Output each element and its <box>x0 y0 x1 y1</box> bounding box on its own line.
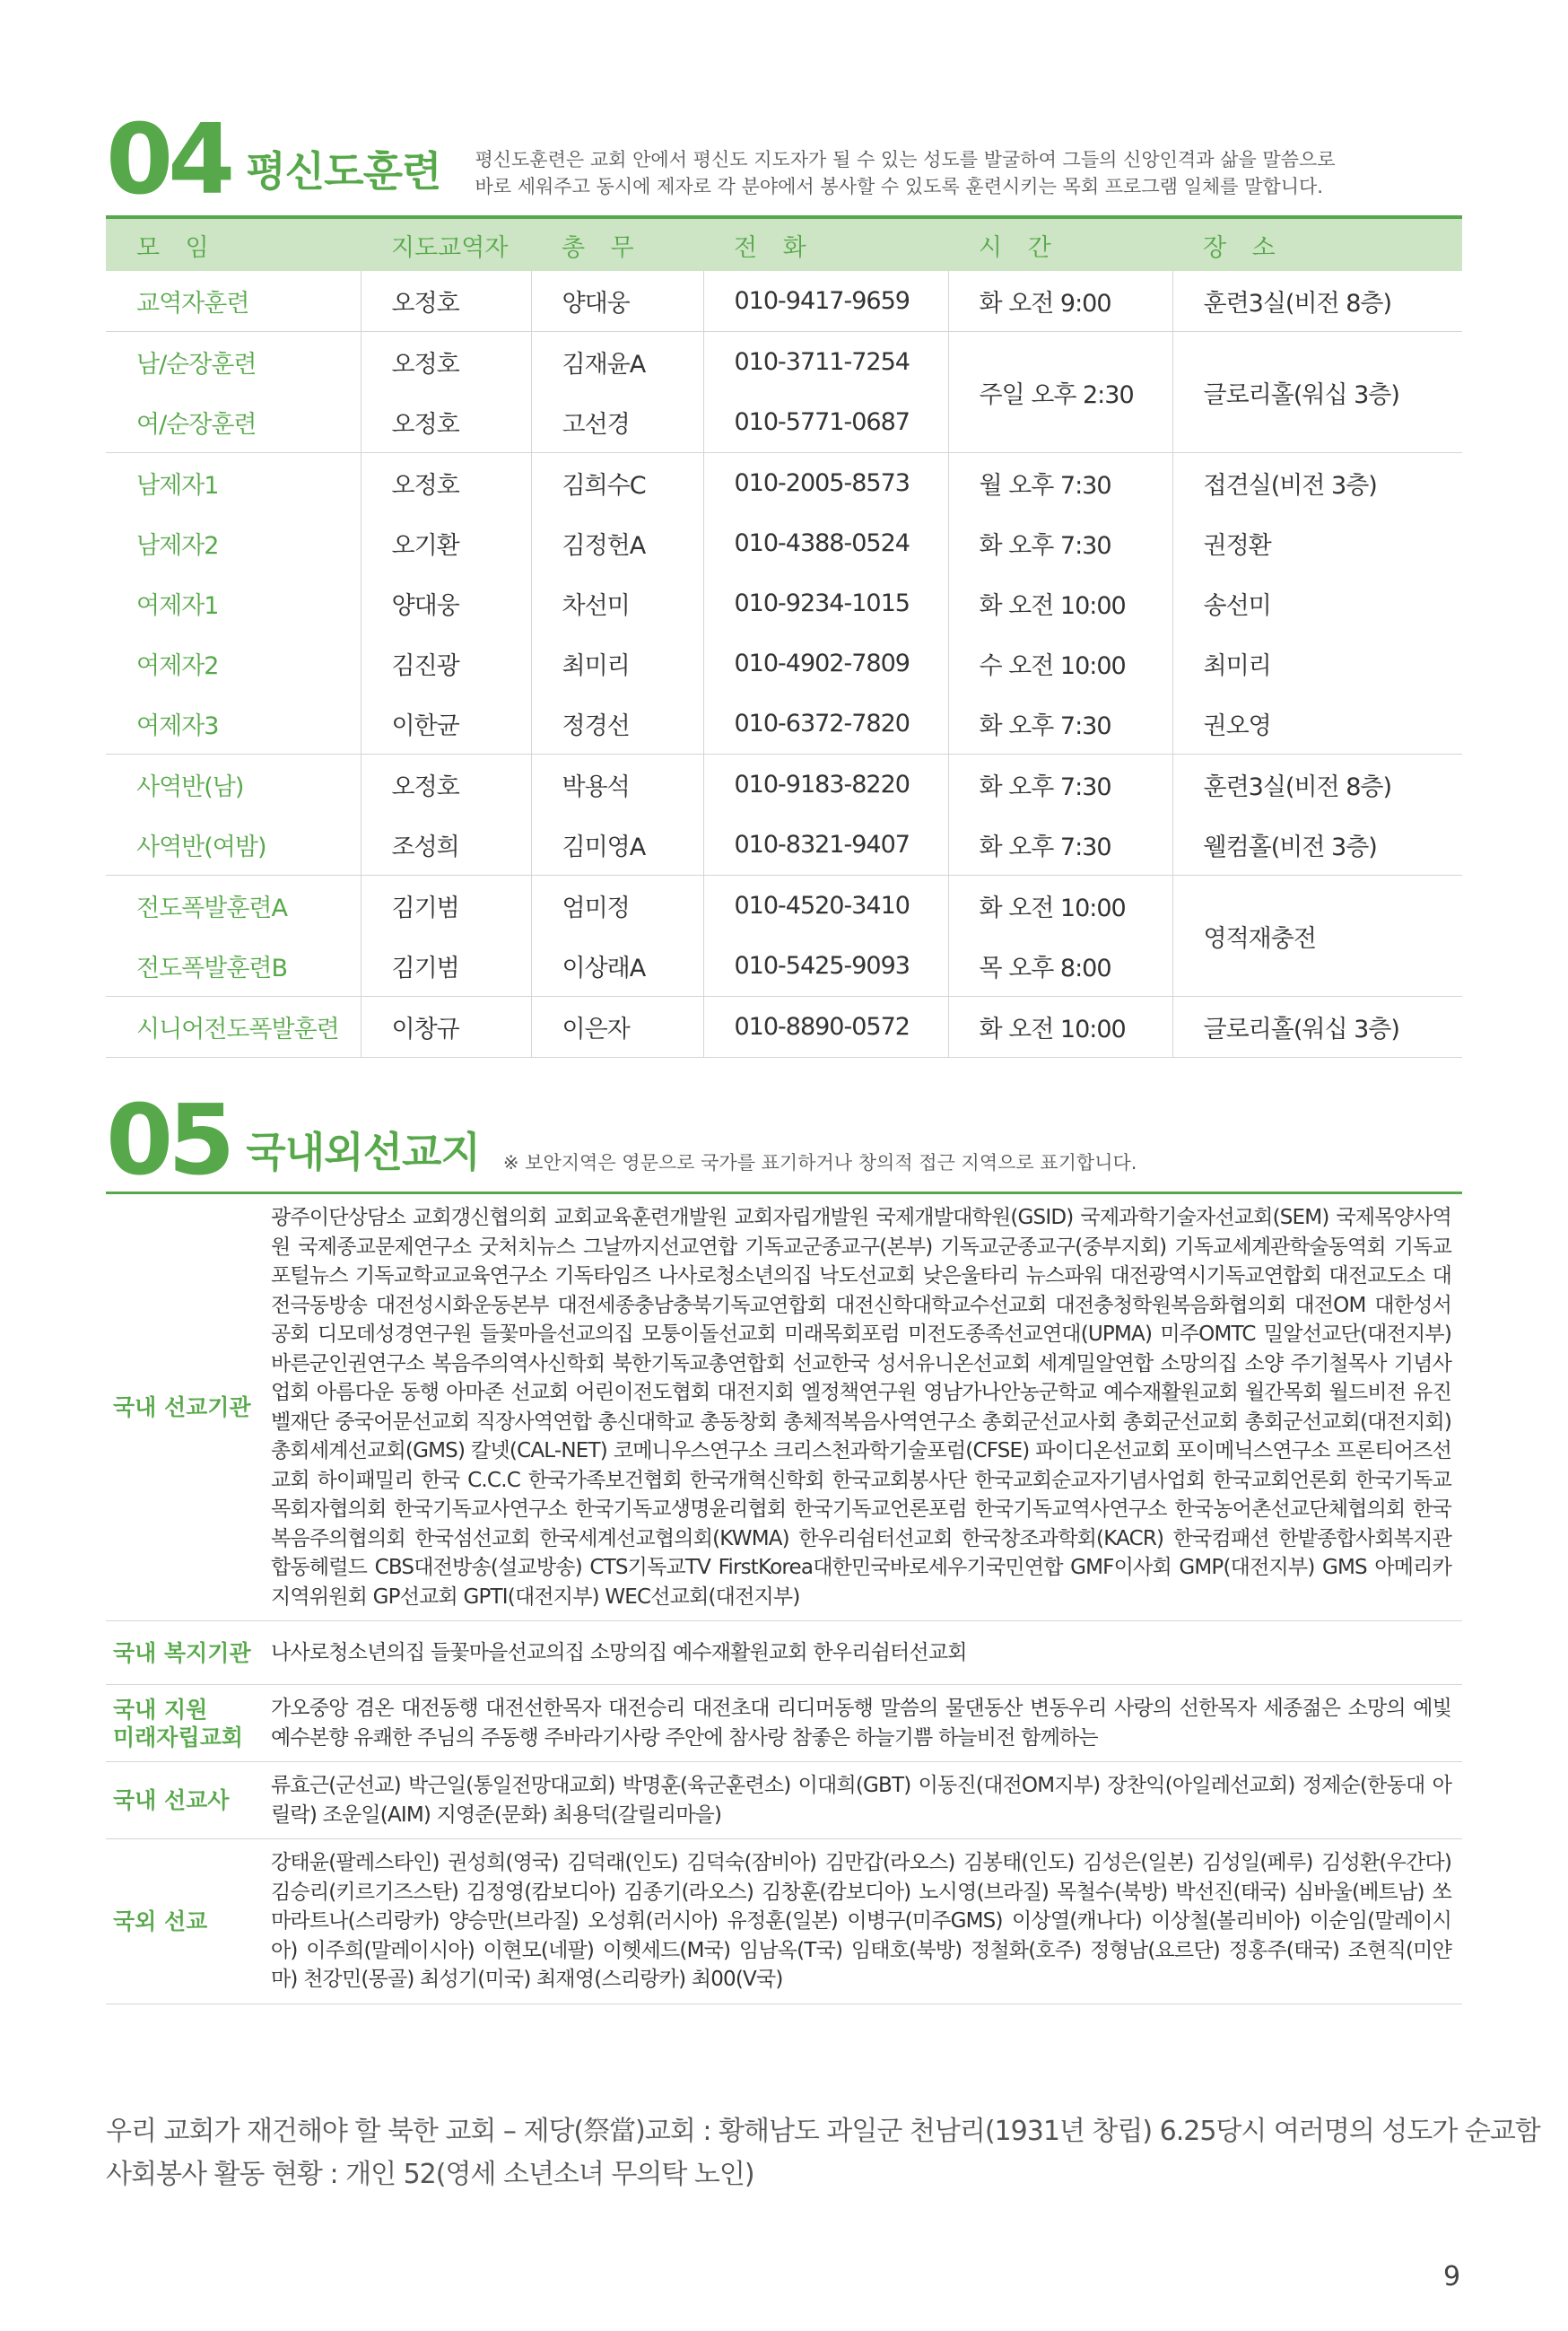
cell-leader: 오정호 <box>361 332 531 393</box>
table-row <box>106 1839 1462 2004</box>
cell-place: 송선미 <box>1172 573 1462 633</box>
cell-place: 훈련3실(비전 8층) <box>1172 271 1462 332</box>
table-row <box>106 755 1462 816</box>
cell-group: 여제자3 <box>106 694 361 755</box>
cell-phone: 010-5771-0687 <box>703 392 948 453</box>
cell-phone: 010-9417-9659 <box>703 271 948 332</box>
cell-manager: 엄미정 <box>531 876 703 937</box>
cell-time: 주일 오후 2:30 <box>948 332 1172 453</box>
header-place: 장 소 <box>1172 217 1462 271</box>
cell-group: 교역자훈련 <box>106 271 361 332</box>
table-row <box>106 1621 1462 1685</box>
row-text: 나사로청소년의집 들꽃마을선교의집 소망의집 예수재활원교회 한우리쉼터선교회 <box>271 1621 1462 1685</box>
cell-group: 사역반(여밤) <box>106 815 361 876</box>
header-phone: 전 화 <box>703 217 948 271</box>
row-label: 국내 선교기관 <box>106 1193 271 1621</box>
row-label: 국내 지원 미래자립교회 <box>106 1685 271 1762</box>
table-row <box>106 1193 1462 1621</box>
cell-place: 훈련3실(비전 8층) <box>1172 755 1462 816</box>
cell-time: 화 오전 10:00 <box>948 573 1172 633</box>
cell-place: 권정환 <box>1172 513 1462 573</box>
cell-group: 남/순장훈련 <box>136 351 257 379</box>
cell-group: 남제자1 <box>136 472 219 500</box>
cell-manager: 양대웅 <box>531 271 703 332</box>
table-row <box>106 997 1462 1058</box>
cell-leader: 오정호 <box>361 453 531 514</box>
footer-social-service: 사회봉사 활동 현황 : 개인 52(영세 소년소녀 무의탁 노인) <box>106 2159 754 2190</box>
cell-manager: 최미리 <box>531 633 703 694</box>
row-label: 국내 선교사 <box>106 1762 271 1839</box>
table-row <box>106 453 1462 514</box>
cell-phone: 010-4520-3410 <box>703 876 948 937</box>
cell-manager: 김미영A <box>531 815 703 876</box>
page-number: 9 <box>1443 2261 1461 2292</box>
cell-place: 접견실(비전 3층) <box>1172 453 1462 514</box>
table-row <box>106 271 1462 332</box>
cell-time: 화 오전 10:00 <box>948 876 1172 937</box>
table-row <box>106 513 1462 573</box>
cell-leader: 오정호 <box>361 271 531 332</box>
header-time: 시 간 <box>948 217 1172 271</box>
row-label: 국내 복지기관 <box>106 1621 271 1685</box>
cell-time: 화 오전 9:00 <box>948 271 1172 332</box>
section-title: 국내외선교지 <box>246 1128 480 1176</box>
table-row <box>106 815 1462 876</box>
cell-leader: 이창규 <box>361 997 531 1058</box>
section-description <box>475 146 1335 200</box>
section-number: 05 <box>106 1085 231 1197</box>
section-number: 04 <box>106 104 231 216</box>
cell-group: 전도폭발훈련A <box>136 895 287 922</box>
row-text: 류효근(군선교) 박근일(통일전망대교회) 박명훈(육군훈련소) 이대희(GBT) 이동진(대전OM지부) 장찬익(아일레선교회) 정제순(한동대 아릴락) 조운일(AIM) 지영준(문화) 최용덕(갈릴리마을) <box>271 1762 1462 1839</box>
section-05-heading <box>106 1085 1137 1197</box>
table-header-row <box>106 217 1462 271</box>
cell-time: 화 오후 7:30 <box>948 755 1172 816</box>
table-row <box>106 332 1462 393</box>
cell-phone: 010-2005-8573 <box>703 453 948 514</box>
cell-manager: 김희수C <box>531 453 703 514</box>
cell-manager: 이상래A <box>531 936 703 997</box>
cell-time: 수 오전 10:00 <box>948 633 1172 694</box>
cell-leader: 김기범 <box>361 876 531 937</box>
header-manager: 총 무 <box>531 217 703 271</box>
row-text: 강태윤(팔레스타인) 권성희(영국) 김덕래(인도) 김덕숙(잠비아) 김만갑(라오스) 김봉태(인도) 김성은(일본) 김성일(페루) 김성환(우간다) 김승리(키르기즈스탄) 김정영(캄보디아) 김종기(라오스) 김창훈(캄보디아) 노시영(브라질) 목철수(북방) 박선진(태국) 심바울(베트남) 쏘마라트나(스리랑카) 양승만(브라질) 오성휘(러시아) 유정훈(일본) 이병구(미주GMS) 이상열(캐나다) 이상철(볼리비아) 이순임(말레이시아) 이주희(말레이시아) 이현모(네팔) 이헷세드(M국) 임남옥(T국) 임태호(북방) 정철화(호주) 정형남(요르단) 정홍주(태국) 조현직(미얀마) 천강민(몽골) 최성기(미국) 최재영(스리랑카) 최00(V국) <box>271 1839 1462 2004</box>
cell-phone: 010-4388-0524 <box>703 513 948 573</box>
cell-phone: 010-4902-7809 <box>703 633 948 694</box>
header-leader: 지도교역자 <box>361 217 531 271</box>
cell-time: 화 오후 7:30 <box>948 694 1172 755</box>
description-line: 평신도훈련은 교회 안에서 평신도 지도자가 될 수 있는 성도를 발굴하여 그들의 신앙인격과 삶을 말씀으로 <box>475 149 1336 170</box>
cell-leader: 이한균 <box>361 694 531 755</box>
cell-time: 월 오후 7:30 <box>948 453 1172 514</box>
cell-phone: 010-9234-1015 <box>703 573 948 633</box>
header-group: 모 임 <box>106 217 361 271</box>
cell-manager: 정경선 <box>531 694 703 755</box>
table-row <box>106 876 1462 937</box>
table-row <box>106 573 1462 633</box>
section-04-heading <box>106 104 1336 216</box>
cell-manager: 차선미 <box>531 573 703 633</box>
cell-time: 목 오후 8:00 <box>948 936 1172 997</box>
cell-time: 화 오후 7:30 <box>948 815 1172 876</box>
cell-place: 영적재충전 <box>1172 876 1462 997</box>
cell-manager: 김정헌A <box>531 513 703 573</box>
cell-manager: 박용석 <box>531 755 703 816</box>
cell-group: 여제자2 <box>136 652 219 680</box>
row-text: 광주이단상담소 교회갱신협의회 교회교육훈련개발원 교회자립개발원 국제개발대학원(GSID) 국제과학기술자선교회(SEM) 국제목양사역원 국제종교문제연구소 굿처치뉴스 그날까지선교연합 기독교군종교구(본부) 기독교군종교구(중부지회) 기독교세계관학술동역회 기독교포털뉴스 기독교학교교육연구소 기독타임즈 나사로청소년의집 낙도선교회 낮은울타리 뉴스파워 대전광역시기독교연합회 대전교도소 대전극동방송 대전성시화운동본부 대전세종충남충북기독교연합회 대전신학대학교수선교회 대전충청학원복음화협의회 대전OM 대한성서공회 디모데성경연구원 들꽃마을선교의집 모퉁이돌선교회 미래목회포럼 미전도종족선교연대(UPMA) 미주OMTC 밀알선교단(대전지부) 바른군인권연구소 복음주의역사신학회 북한기독교총연합회 선교한국 성서유니온선교회 세계밀알연합 소망의집 소양 주기철목사 기념사업회 아름다운 동행 아마존 선교회 어린이전도협회 대전지회 엘정책연구원 영남가나안농군학교 예수재활원교회 월간목회 월드비전 유진벨재단 중국어문선교회 직장사역연합 총신대학교 총동창회 총체적복음사역연구소 총회군선교사회 총회군선교회 총회군선교회(대전지회) 총회세계선교회(GMS) 칼넷(CAL-NET) 코메니우스연구소 크리스천과학기술포럼(CFSE) 파이디온선교회 포이메닉스연구소 프론티어즈선교회 하이패밀리 한국 C.C.C 한국가족보건협회 한국개혁신학회 한국교회봉사단 한국교회순교자기념사업회 한국교회언론회 한국기독교목회자협의회 한국기독교사연구소 한국기독교생명윤리협회 한국기독교언론포럼 한국기독교역사연구소 한국농어촌선교단체협의회 한국복음주의협의회 한국섬선교회 한국세계선교협의회(KWMA) 한우리쉼터선교회 한국창조과학회(KACR) 한국컴패션 한밭종합사회복지관 합동헤럴드 CBS대전방송(설교방송) CTS기독교TV FirstKorea대한민국바로세우기국민연합 GMF이사회 GMP(대전지부) GMS 아메리카지역위원회 GP선교회 GPTI(대전지부) WEC선교회(대전지부) <box>271 1193 1462 1621</box>
cell-phone: 010-9183-8220 <box>703 755 948 816</box>
cell-place: 글로리홀(워십 3층) <box>1172 332 1462 453</box>
cell-place: 웰컴홀(비전 3층) <box>1172 815 1462 876</box>
cell-phone: 010-8321-9407 <box>703 815 948 876</box>
cell-leader: 조성희 <box>361 815 531 876</box>
cell-phone: 010-5425-9093 <box>703 936 948 997</box>
cell-manager: 이은자 <box>531 997 703 1058</box>
cell-leader: 김진광 <box>361 633 531 694</box>
cell-place: 권오영 <box>1172 694 1462 755</box>
cell-time: 화 오후 7:30 <box>948 513 1172 573</box>
cell-phone: 010-8890-0572 <box>703 997 948 1058</box>
table-row <box>106 694 1462 755</box>
cell-group: 남제자2 <box>136 532 219 560</box>
cell-place: 글로리홀(워십 3층) <box>1172 997 1462 1058</box>
cell-place: 최미리 <box>1172 633 1462 694</box>
cell-leader: 양대웅 <box>361 573 531 633</box>
table-row <box>106 1685 1462 1762</box>
cell-phone: 010-3711-7254 <box>703 332 948 393</box>
section-note: ※ 보안지역은 영문으로 국가를 표기하거나 창의적 접근 지역으로 표기합니다. <box>502 1152 1137 1174</box>
row-text: 가오중앙 겸온 대전동행 대전선한목자 대전승리 대전초대 리디머동행 말씀의 물댄동산 변동우리 사랑의 선한목자 세종젊은 소망의 예빛 예수본향 유쾌한 주님의 주동행 주바라기사랑 주안에 참사랑 참좋은 하늘기쁨 하늘비전 함께하는 <box>271 1685 1462 1762</box>
cell-phone: 010-6372-7820 <box>703 694 948 755</box>
cell-leader: 오정호 <box>361 755 531 816</box>
cell-time: 화 오전 10:00 <box>948 997 1172 1058</box>
cell-group: 전도폭발훈련B <box>106 936 361 997</box>
cell-leader: 오정호 <box>361 392 531 453</box>
description-line: 바로 세워주고 동시에 제자로 각 분야에서 봉사할 수 있도록 훈련시키는 목회 프로그램 일체를 말합니다. <box>475 176 1323 197</box>
cell-manager: 고선경 <box>531 392 703 453</box>
cell-group: 시니어전도폭발훈련 <box>106 997 361 1058</box>
training-schedule-table <box>106 215 1462 1058</box>
table-row <box>106 1762 1462 1839</box>
table-row <box>106 633 1462 694</box>
section-title: 평신도훈련 <box>246 147 441 196</box>
cell-group: 사역반(남) <box>136 773 244 801</box>
cell-group: 여/순장훈련 <box>106 392 361 453</box>
cell-group: 여제자1 <box>136 592 219 620</box>
cell-manager: 김재윤A <box>531 332 703 393</box>
cell-leader: 오기환 <box>361 513 531 573</box>
row-label: 국외 선교 <box>106 1839 271 2004</box>
cell-leader: 김기범 <box>361 936 531 997</box>
footer-north-korea-church: 우리 교회가 재건해야 할 북한 교회 – 제당(祭當)교회 : 황해남도 과일군 천남리(1931년 창립) 6.25당시 여러명의 성도가 순교함 <box>106 2116 1540 2147</box>
mission-table <box>106 1192 1462 2004</box>
